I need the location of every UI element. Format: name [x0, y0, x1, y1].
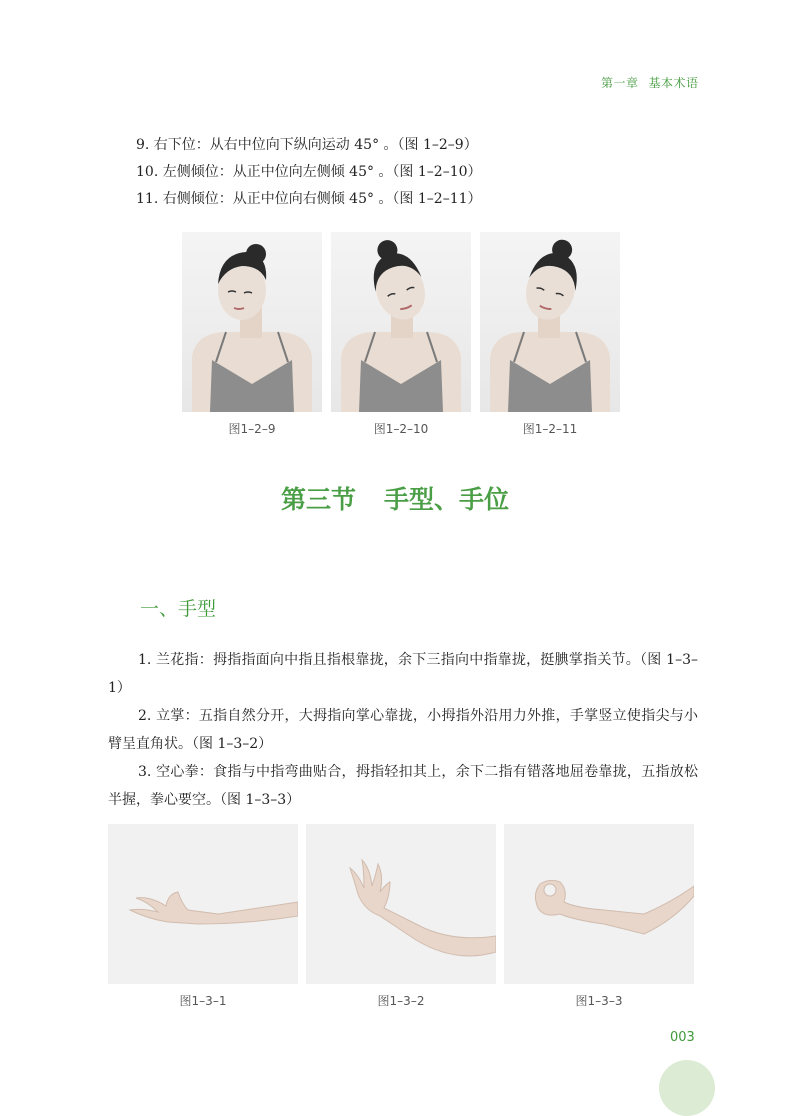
head-photo-figure [331, 232, 471, 436]
head-position-item: 9. 右下位：从右中位向下纵向运动 45° 。（图 1–2–9） [136, 137, 478, 153]
section-name: 手型、手位 [384, 485, 510, 514]
section-title [0, 480, 790, 516]
figure-caption: 图1–3–3 [575, 994, 623, 1008]
hand-shape-paragraph: 2. 立掌：五指自然分开，大拇指向掌心靠拢，小拇指外沿用力外推，手掌竖立使指尖与小臂呈直角状。（图 1–3–2） [108, 708, 698, 752]
figure-caption: 图1–2–9 [228, 422, 276, 436]
figure-caption: 图1–2–10 [373, 422, 429, 436]
page-number: 003 [670, 1030, 695, 1045]
hand-photo [504, 824, 694, 984]
page-corner-decoration [659, 1060, 715, 1116]
hand-photo [108, 824, 298, 984]
head-photo-figure [182, 232, 322, 436]
arm-illustration [306, 824, 496, 984]
dancer-illustration [331, 232, 471, 412]
head-photo [182, 232, 322, 412]
arm-illustration [108, 824, 298, 984]
figure-caption: 图1–2–11 [522, 422, 578, 436]
head-photo [331, 232, 471, 412]
hand-shape-paragraph: 3. 空心拳：食指与中指弯曲贴合，拇指轻扣其上，余下二指有错落地屈卷靠拢，五指放松半握，拳心要空。（图 1–3–3） [108, 764, 698, 808]
hand-photo [306, 824, 496, 984]
hand-photo-figure [306, 824, 496, 1014]
hand-photo-figure [108, 824, 298, 1014]
hand-shape-paragraph: 1. 兰花指：拇指指面向中指且指根靠拢，余下三指向中指靠拢，挺腆掌指关节。（图 1–3–1） [108, 652, 698, 696]
subheading: 一、手型 [140, 598, 217, 620]
dancer-illustration [480, 232, 620, 412]
arm-illustration [504, 824, 694, 984]
hand-photo-figure [504, 824, 694, 1014]
figure-caption: 图1–3–2 [377, 994, 425, 1008]
head-photo [480, 232, 620, 412]
figure-caption: 图1–3–1 [179, 994, 227, 1008]
head-photo-figure [480, 232, 620, 436]
chapter-topic: 基本术语 [648, 76, 699, 90]
head-position-item: 11. 右侧倾位：从正中位向右侧倾 45° 。（图 1–2–11） [136, 191, 482, 207]
head-position-item: 10. 左侧倾位：从正中位向左侧倾 45° 。（图 1–2–10） [136, 164, 482, 180]
dancer-illustration [182, 232, 322, 412]
running-header [601, 74, 699, 91]
chapter-label: 第一章 [601, 76, 639, 90]
section-number: 第三节 [280, 485, 356, 514]
